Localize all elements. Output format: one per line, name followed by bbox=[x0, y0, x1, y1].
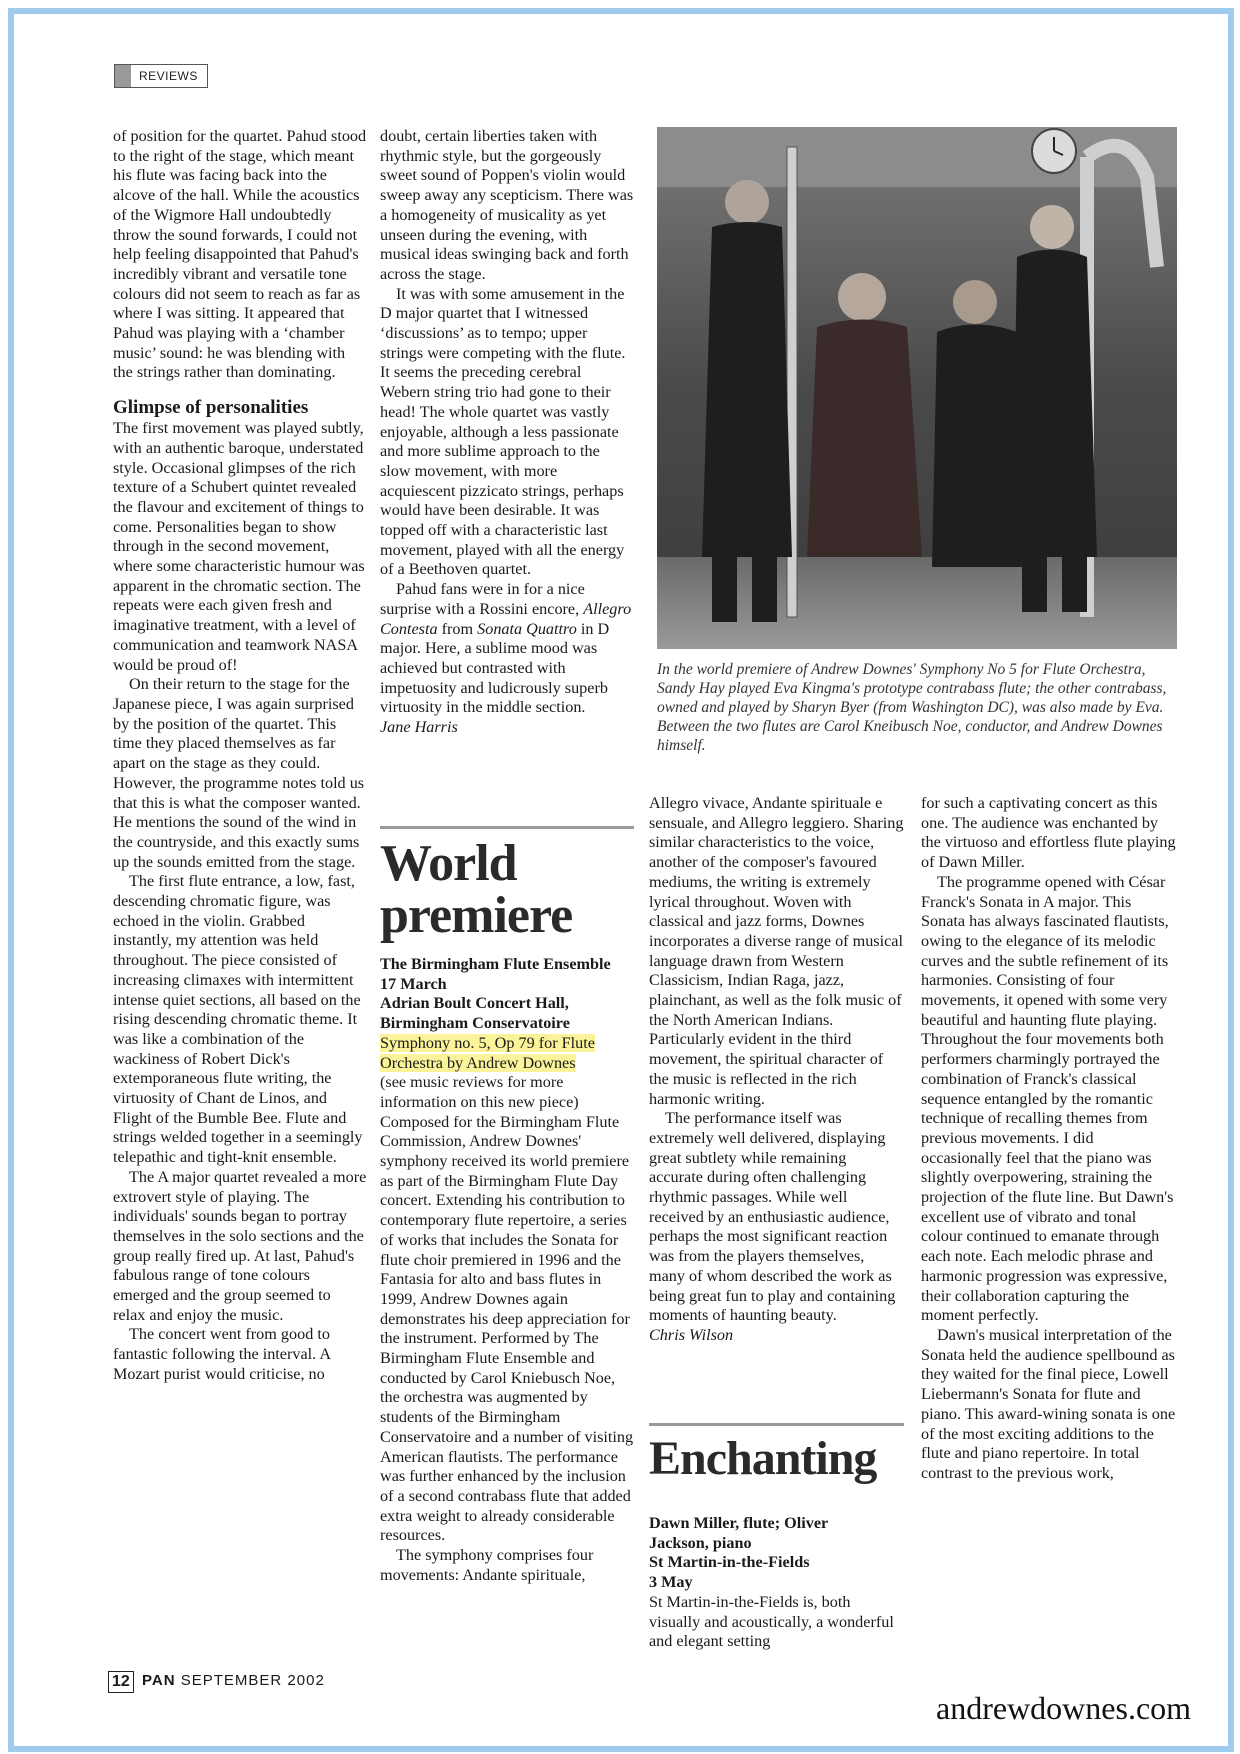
page-number: 12 bbox=[108, 1671, 134, 1693]
section-swatch bbox=[115, 65, 131, 87]
performers: Dawn Miller, flute; Oliver bbox=[649, 1514, 829, 1532]
event-venue-2: Birmingham Conservatoire bbox=[380, 1014, 570, 1033]
paragraph: St Martin-in-the-Fields is, both visually and acoustically, a wonderful and elegant setting bbox=[649, 1592, 894, 1651]
paragraph: On their return to the stage for the Japanese piece, I was again surprised by the position of the quartet. This time they placed themselves as far apart on the stage as they could. However, the programme notes told us that this is what the composer wanted. He mentions the sound of the wind in the countryside, and this exactly sums up the sounds emitted from the stage. bbox=[113, 675, 365, 871]
paragraph: doubt, certain liberties taken with rhythmic style, but the gorgeously sweet sound of Poppen's violin would sweep away any scepticism. There was a homogeneity of musicality as yet unseen during the evening, with musical ideas swinging back and forth across the stage. bbox=[380, 127, 634, 283]
review2-column3 bbox=[649, 794, 904, 1346]
event-date: 17 March bbox=[380, 974, 447, 993]
magazine-footer: PAN SEPTEMBER 2002 bbox=[142, 1672, 325, 1689]
section-label: REVIEWS bbox=[139, 69, 198, 83]
paragraph: The first movement was played subtly, with an authentic baroque, understated style. Occasional glimpses of the rich texture of a Schubert quintet revealed the flavour and excitement of things to come. Personalities began to show through in the second movement, where some characteristic humour was apparent in the chromatic section. The repeats were each given fresh and imaginative treatment, with a level of communication and teamwork NASA would be proud of! bbox=[113, 419, 365, 674]
paragraph: The first flute entrance, a low, fast, descending chromatic figure, was echoed in the violin. Grabbed instantly, my attention was held throughout. The piece consisted of increasing climaxes with intermittent intense quiet sections, all based on the rising descending chromatic theme. It was like a combination of the wackiness of Robert Dick's extemporaneous flute writing, the virtuosity of Chant de Linos, and Flight of the Bumble Bee. Flute and strings welded together in a seemingly telepathic and tight-knit ensemble. bbox=[113, 872, 363, 1167]
paragraph: The programme opened with César Franck's Sonata in A major. This Sonata has always fascinated flautists, owing to the elegance of its melodic curves and the subtle refinement of its harmonies. Consisting of four movements, it opened with some very beautiful and haunting flute playing. Throughout the four movements both performers charmingly portrayed the combination of Franck's classical sequence entangled by the romantic technique of recalling themes from previous movements. I did occasionally feel that the piano was slightly overpowering, straining the projection of the flute line. But Dawn's excellent use of vibrato and tonal colour continued to emanate through each note. Each melodic phrase and harmonic progression was expressive, their collaboration capturing the moment perfectly. bbox=[921, 872, 1174, 1325]
review3-column4 bbox=[921, 794, 1176, 1484]
author-credit: Jane Harris bbox=[380, 718, 458, 737]
subheading: Glimpse of personalities bbox=[113, 397, 309, 419]
section-header bbox=[114, 64, 208, 88]
paragraph: Pahud fans were in for a nice surprise with a Rossini encore, Allegro Contesta from Sonata Quattro in D major. Here, a sublime mood was achieved but contrasted with impetuosity and ludicrously superb virtuosity in the middle section. bbox=[380, 580, 632, 717]
concert-photo bbox=[657, 127, 1177, 649]
review2-column2 bbox=[380, 955, 635, 1586]
paragraph: Dawn's musical interpretation of the Sonata held the audience spellbound as they waited for the final piece, Lowell Liebermann's Sonata for flute and piano. This award-wining sonata is one of the most exciting additions to the flute and piano repertoire. In total contrast to the previous work, bbox=[921, 1325, 1176, 1482]
performers-2: Jackson, piano bbox=[649, 1533, 752, 1552]
photo-caption: In the world premiere of Andrew Downes' Symphony No 5 for Flute Orchestra, Sandy Hay played Eva Kingma's prototype contrabass flute; the other contrabass, owned and played by Sharyn Byer (from Washington DC), was also made by Eva. Between the two flutes are Carol Kneibusch Noe, conductor, and Andrew Downes himself. bbox=[657, 661, 1167, 754]
review1-column1 bbox=[113, 127, 367, 1385]
paragraph: The performance itself was extremely well delivered, displaying great subtlety while remaining accurate during often challenging rhythmic passages. While well received by an enthusiastic audience, perhaps the most significant reaction was from the players themselves, many of whom described the work as being great fun to play and containing moments of haunting beauty. bbox=[649, 1109, 896, 1325]
paragraph: Allegro vivace, Andante spirituale e sensuale, and Allegro leggiero. Sharing similar characteristics to the voice, another of the composer's favoured mediums, the writing is extremely lyrical throughout. Woven with classical and jazz forms, Downes incorporates a diverse range of musical language drawn from Western Classicism, Indian Raga, jazz, plainchant, as well as the folk music of the North American Indians. Particularly evident in the third movement, the spiritual character of the music is reflected in the rich harmonic writing. bbox=[649, 794, 904, 1108]
paragraph: for such a captivating concert as this one. The audience was enchanted by the virtuoso and effortless flute playing of Dawn Miller. bbox=[921, 794, 1176, 872]
review1-column2 bbox=[380, 127, 634, 738]
author-credit: Chris Wilson bbox=[649, 1325, 734, 1344]
website-link[interactable]: andrewdownes.com bbox=[936, 1690, 1192, 1726]
paragraph: of position for the quartet. Pahud stood to the right of the stage, which meant his flute was facing back into the alcove of the hall. While the acoustics of the Wigmore Hall undoubtedly throw the sound forwards, I could not help feeling disappointed that Pahud's incredibly vibrant and versatile tone colours did not seem to reach as far as where I was sitting. It appeared that Pahud was playing with a ‘chamber music’ sound: he was blending with the strings rather than dominating. bbox=[113, 127, 367, 382]
paragraph: (see music reviews for more information on this new piece) Composed for the Birmingham Flute Commission, Andrew Downes' symphony received its world premiere as part of the Birmingham Flute Day concert. Extending his contribution to contemporary flute repertoire, a series of works that includes the Sonata for flute choir premiered in 1996 and the Fantasia for alto and bass flutes in 1999, Andrew Downes again demonstrates his deep appreciation for the instrument. Performed by The Birmingham Flute Ensemble and conducted by Carol Kniebusch Noe, the orchestra was augmented by students of the Birmingham Conservatoire and a number of visiting American flautists. The performance was further enhanced by the inclusion of a second contrabass flute that added extra weight to already considerable resources. bbox=[380, 1073, 634, 1545]
divider bbox=[380, 826, 634, 829]
work-highlight: Symphony no. 5, Op 79 for Flute Orchestra by Andrew Downes bbox=[380, 1033, 595, 1072]
paragraph: The concert went from good to fantastic following the interval. A Mozart purist would criticise, no bbox=[113, 1325, 331, 1383]
review-title-enchanting: Enchanting bbox=[649, 1432, 877, 1485]
review3-column3 bbox=[649, 1514, 904, 1652]
review-title-world-premiere: World premiere bbox=[380, 835, 573, 944]
event-date: 3 May bbox=[649, 1573, 693, 1592]
paragraph: The A major quartet revealed a more extrovert style of playing. The individuals' sounds began to portray themselves in the solo sections and the group really fired up. At last, Pahud's fabulous range of tone colours emerged and the group seemed to relax and enjoy the music. bbox=[113, 1167, 367, 1324]
paragraph: It was with some amusement in the D major quartet that I witnessed ‘discussions’ as to tempo; upper strings were competing with the flute. It seems the preceding cerebral Webern string trio had gone to their head! The whole quartet was vastly enjoyable, although a less passionate and more sublime approach to the slow movement, with more acquiescent pizzicato strings, perhaps would have been desirable. It was topped off with a characteristic last movement, played with all the energy of a Beethoven quartet. bbox=[380, 284, 626, 579]
divider bbox=[649, 1423, 904, 1426]
event-venue: Adrian Boult Concert Hall, bbox=[380, 994, 569, 1013]
event-name: The Birmingham Flute Ensemble bbox=[380, 955, 611, 973]
event-venue: St Martin-in-the-Fields bbox=[649, 1553, 810, 1572]
paragraph: The symphony comprises four movements: Andante spirituale, bbox=[380, 1546, 594, 1584]
